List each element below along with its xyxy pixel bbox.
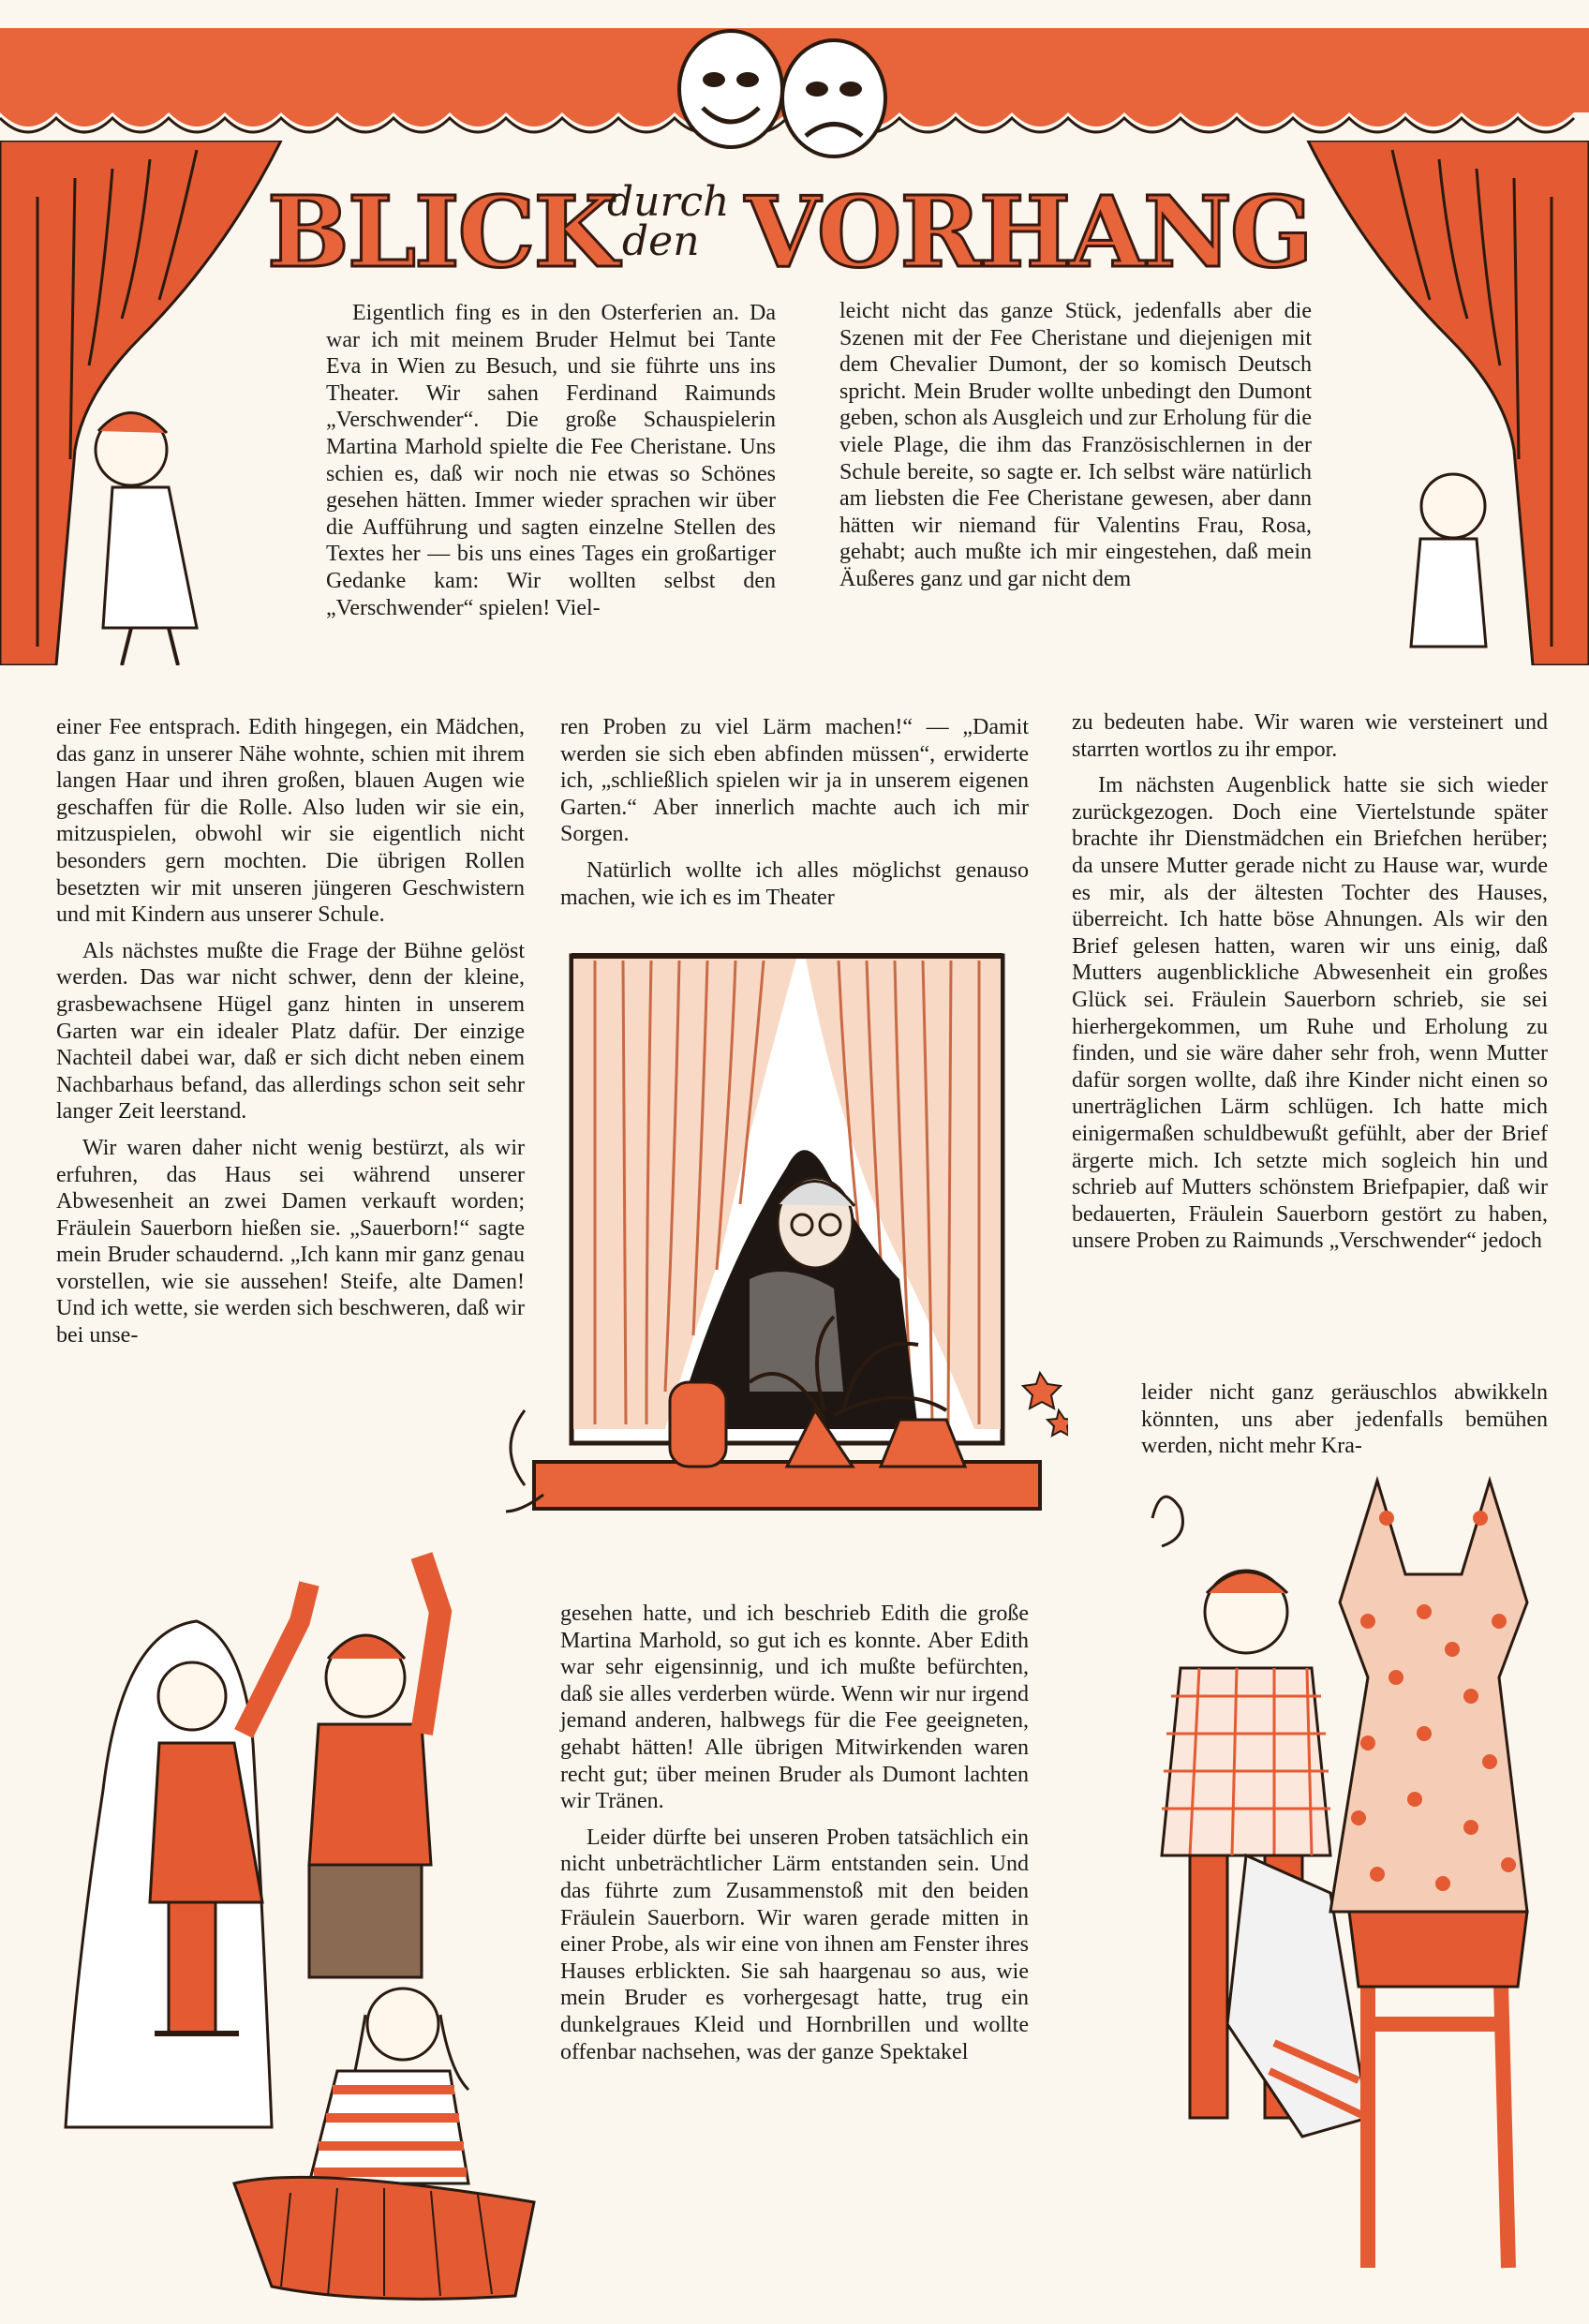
- title-blick: BLICK: [267, 174, 616, 290]
- intro-left-column: [326, 300, 776, 621]
- window-curtain-illustration: [506, 942, 1068, 1542]
- intro-right-column: [839, 298, 1312, 593]
- left-column: [56, 714, 525, 1349]
- bottom-paragraph-2: Leider dürfte bei unseren Proben tatsächlich ein nicht unbeträchtlicher Lärm entstanden sein. Und das führte zum Zusammenstoß mit den beiden Fräulein Sauerborn. Wir waren gerade mitten in einer Probe, als wir eine von ihnen am Fenster ihres Hauses erblickten. Sie sah haargenau so aus, wie mein Bruder es vorhergesagt hatte, trug ein dunkelgraues Kleid und Hornbrillen und wollte offenbar nachsehen, was der ganze Spektakel: [560, 1825, 1029, 2064]
- right-paragraph-2: Im nächsten Augenblick hatte sie sich wieder zurückgezogen. Doch eine Viertelstunde später brachte ihr Dienstmädchen ein Briefchen herüber; da unsere Mutter gerade nicht zu Hause war, wurde es mir, als der ältesten Tochter des Hauses, überreicht. Ich hatte böse Ahnungen. Als wir den Brief gelesen hatten, waren wir uns einig, daß Mutters augenblickliche Abwesenheit ein großes Glück sei. Fräulein Sauerborn schrieb, sie sei hierhergekommen, um Ruhe und Erholung zu finden, und sie wäre daher sehr froh, wenn Mutter dafür sorgen wollte, daß ihre Kinder nicht einen so unerträglichen Lärm schlügen. Ich hatte mich einigermaßen schuldbewußt gefühlt, aber der Brief ärgerte mich. Ich setzte mich sogleich hin und schrieb auf Mutters schönstem Briefpapier, daß wir bedauerten, Fräulein Sauerborn gestört zu haben, unsere Proben zu Raimunds „Verschwender“ jedoch: [1072, 773, 1548, 1254]
- left-paragraph-2: Als nächstes mußte die Frage der Bühne gelöst werden. Das war nicht schwer, denn der kleine, grasbewachsene Hügel ganz hinten in unserem Garten war ein idealer Platz dafür. Der einzige Nachteil dabei war, daß er sich dicht neben einem Nachbarhaus befand, das allerdings schon seit sehr langer Zeit leerstand.: [56, 938, 525, 1125]
- middle-paragraph-1: ren Proben zu viel Lärm machen!“ — „Damit werden sie sich eben abfinden müssen“, erwiderte ich, „schließlich spielen wir ja in unserem eigenen Garten.“ Aber innerlich machte auch ich mir Sorgen.: [560, 715, 1029, 847]
- left-paragraph-3: Wir waren daher nicht wenig bestürzt, als wir erfuhren, das Haus sei während unserer Abwesenheit an zwei Damen verkauft worden; Fräulein Sauerborn hießen sie. „Sauerborn!“ sagte mein Bruder schaudernd. „Ich kann mir ganz genau vorstellen, wie sie aussehen! Steife, alte Damen! Und ich wette, sie werden sich beschweren, daß wir bei unse-: [56, 1135, 525, 1348]
- left-paragraph-1: einer Fee entsprach. Edith hingegen, ein Mädchen, das ganz in unserer Nähe wohnte, schien mit ihrem langen Haar und ihren großen, blauen Augen wie geschaffen für die Rolle. Also luden wir sie ein, mitzuspielen, obwohl wir sie eigentlich nicht besonders gern mochten. Die übrigen Rollen besetzten wir mit unseren jüngeren Geschwistern und mit Kindern aus unserer Schule.: [56, 715, 525, 928]
- title-durch: durch: [607, 178, 730, 226]
- right-column: [1072, 709, 1548, 1255]
- right-paragraph-1: zu bedeuten habe. Wir waren wie versteinert und starrten wortlos zu ihr empor.: [1072, 710, 1548, 762]
- intro-left-text: Eigentlich fing es in den Osterferien an. Da war ich mit meinem Bruder Helmut bei Tante Eva in Wien zu Besuch, und sie führte uns ins Theater. Wir sahen Ferdinand Raimunds „Verschwender“. Die große Schauspielerin Martina Marhold spielte die Fee Cheristane. Uns schien es, daß wir noch nie etwas so Schönes gesehen hätten. Immer wieder sprachen wir über die Aufführung und sagten einzelne Stellen des Textes her — bis uns eines Tages ein großartiger Gedanke kam: Wir wollten selbst den „Verschwender“ spielen! Viel-: [326, 301, 776, 620]
- title-vorhang: VORHANG: [745, 174, 1312, 290]
- right-paragraph-2b: leider nicht ganz geräuschlos abwikkeln könnten, uns aber jedenfalls bemühen werden, nicht mehr Kra-: [1141, 1380, 1548, 1459]
- page-title: [0, 161, 1589, 292]
- right-column-continuation: [1141, 1379, 1548, 1460]
- bottom-paragraph-1: gesehen hatte, und ich beschrieb Edith die große Martina Marhold, so gut ich es konnte. Aber Edith war sehr eigensinnig, und ich mußte befürchten, daß sie alles verderben würde. Wenn wir nur irgend jemand anderen, halbwegs für die Fee geeigneten, gehabt hätten! Alle übrigen Mitwirkenden waren recht gut; über meinen Bruder als Dumont lachten wir Tränen.: [560, 1601, 1029, 1814]
- intro-right-text: leicht nicht das ganze Stück, jedenfalls aber die Szenen mit der Fee Cheristane und diejenigen mit dem Chevalier Dumont, der so komisch Deutsch spricht. Mein Bruder wollte unbedingt den Dumont geben, schon als Ausgleich und zur Erholung für die viele Plage, die ihm das Französischlernen in der Schule bereite, so sagte er. Ich selbst wäre natürlich am liebsten die Fee Cheristane gewesen, aber dann hätten wir niemand für Valentins Frau, Rosa, gehabt; auch mußte ich mir eingestehen, daß mein Äußeres ganz und gar nicht dem: [839, 299, 1312, 591]
- middle-paragraph-2: Natürlich wollte ich alles möglichst genauso machen, wie ich es im Theater: [560, 857, 1029, 910]
- bottom-middle-column: [560, 1601, 1029, 2065]
- boy-with-costume-illustration: [1059, 1462, 1583, 2305]
- children-playing-illustration: [28, 1509, 553, 2315]
- title-den: den: [622, 217, 700, 265]
- middle-column-top: [560, 714, 1029, 911]
